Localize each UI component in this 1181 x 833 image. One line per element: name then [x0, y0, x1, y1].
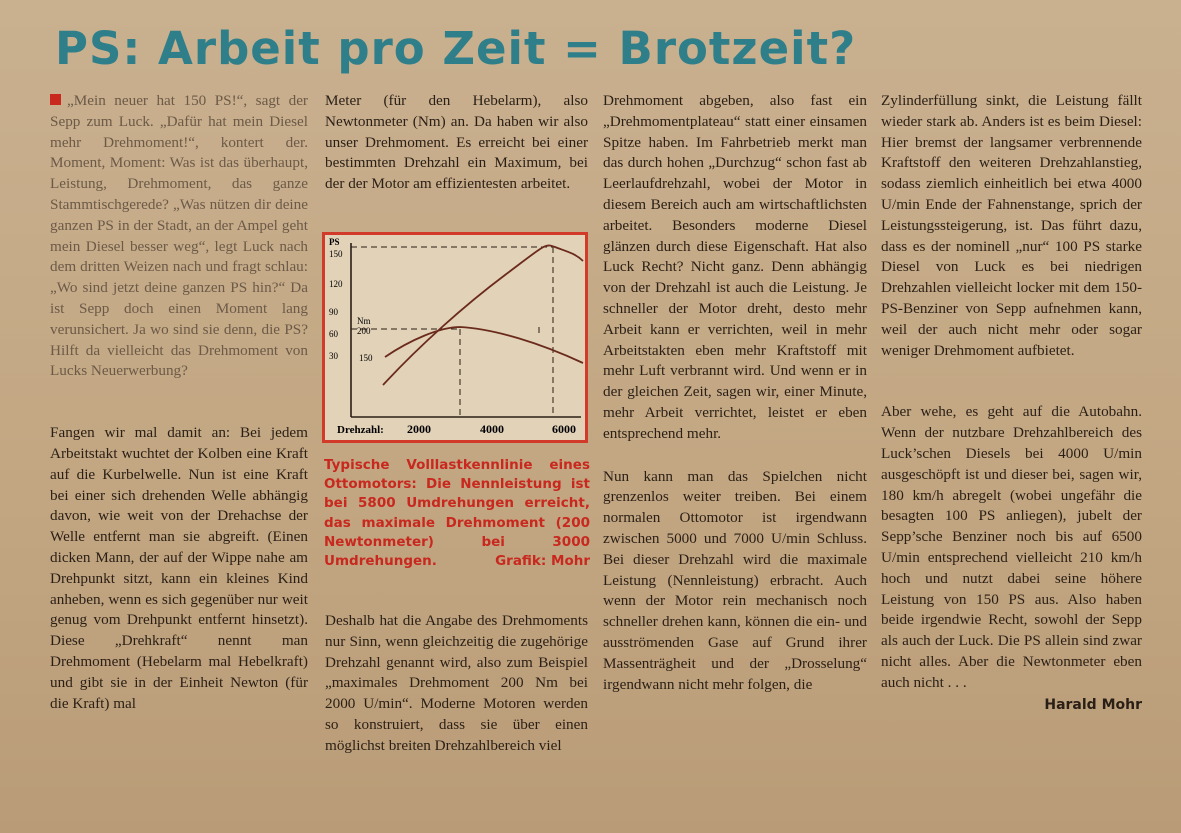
- x-tick-6000: 6000: [552, 422, 576, 436]
- nm-tick-150: 150: [359, 353, 373, 363]
- plateau-paragraph: Drehmoment abgeben, also fast ein „Drehmomentplateau“ statt einer einsamen Spitze haben. Im Fahrbetrieb merkt man das durch hohen „Durchzug“ schon fast ab Leerlaufdrehzahl, wobei der Motor in diesem Bereich auch am wirtschaftlichsten arbeitet. Besonders moderne Diesel glänzen durch diese Eigenschaft. Hat also Luck Recht? Nicht ganz. Denn abhängig von der Drehzahl ist auch die Leistung. Je schneller der Motor dreht, desto mehr Arbeit kann er verrichten, weil in mehr Arbeitstakten eben mehr Kraftstoff mit mehr Luft verbrannt wird. Und wenn er in der gleichen Zeit, sagen wir, einer Minute, mehr Arbeit verrichtet, leistet er eben entsprechend mehr.: [603, 92, 867, 442]
- red-square-bullet-icon: [50, 94, 61, 105]
- headline: PS: Arbeit pro Zeit = Brotzeit?: [55, 22, 857, 75]
- column-2-bottom: [325, 611, 588, 757]
- power-torque-chart: [322, 232, 588, 443]
- ps-tick-90: 90: [329, 307, 338, 317]
- x-tick-4000: 4000: [480, 422, 504, 436]
- power-curve: [383, 245, 583, 385]
- column-1: [50, 91, 308, 714]
- ps-tick-30: 30: [329, 351, 338, 361]
- diesel-paragraph: Zylinderfüllung sinkt, die Leistung fällt wieder stark ab. Anders ist es beim Diesel: Hier bremst der langsamer verbrennende Kraftstoff den weiteren Drehzahlanstieg, sodass ziemlich einheitlich bei etwa 4000 U/min Ende der Fahnenstange, sprich der Leistungssteigerung, ist. Das führt dazu, dass es der nominell „nur“ 100 PS starke Diesel von Luck es bei niedrigen Drehzahlen vielleicht locker mit dem 150-PS-Benziner von Sepp aufnehmen kann, weil der auch nicht mehr oder sogar weniger Drehmoment aufbietet.: [881, 92, 1142, 359]
- column-4: [881, 91, 1142, 715]
- x-axis-label: Drehzahl:: [337, 424, 384, 436]
- column-3: [603, 91, 867, 695]
- nm-tick-200: 200: [357, 326, 371, 336]
- author-name: Harald Mohr: [1044, 696, 1142, 713]
- intro-paragraph: [50, 91, 308, 382]
- caption-text: Typische Volllastkennlinie eines Ottomotors: Die Nennleistung ist bei 5800 Umdrehungen erreicht, das maximale Drehmoment (200 Newtonmeter) bei 3000 Umdrehungen.: [324, 457, 590, 570]
- rpm-paragraph: Deshalb hat die Angabe des Drehmoments nur Sinn, wenn gleichzeitig die zugehörige Drehzahl genannt wird, also zum Beispiel „maximales Drehmoment 200 Nm bei 2000 U/min“. Moderne Motoren werden so konstruiert, dass sie über einen möglichst breiten Drehzahlbereich viel: [325, 612, 588, 754]
- newtonmeter-paragraph: Meter (für den Hebelarm), also Newtonmeter (Nm) an. Da haben wir also unser Drehmoment. Es erreicht bei einer bestimmten Drehzahl ein Maximum, bei der der Motor am effizientesten arbeitet.: [325, 92, 588, 193]
- ps-tick-120: 120: [329, 279, 343, 289]
- intro-text: „Mein neuer hat 150 PS!“, sagt der Sepp zum Luck. „Dafür hat mein Diesel mehr Drehmoment!“, kontert der. Moment, Moment: Was ist das überhaupt, Leistung, Drehmoment, das ganze Stammtischgerede? „Was nützen dir deine ganzen PS in der Stadt, an der Ampel geht mein Diesel besser weg“, legt Luck nach dem dritten Weizen nach und fragt schlau: „Wo sind jetzt deine ganzen PS hin?“ Da ist Sepp doch einen Moment lang verunsichert. Ja wo sind sie denn, die PS? Hilft da vielleicht das Drehmoment von Lucks Neuerwerbung?: [50, 92, 308, 380]
- ps-unit-label: PS: [329, 237, 340, 247]
- ps-tick-60: 60: [329, 329, 338, 339]
- autobahn-paragraph: Aber wehe, es geht auf die Autobahn. Wenn der nutzbare Drehzahlbereich des Luck’schen Diesels bei 4000 U/min ausgeschöpft ist und dieser bei, sagen wir, 180 km/h abregelt (wobei ungefähr die besagten 100 PS anliegen), jubelt der Sepp’sche Benziner noch bis auf 6500 U/min entsprechend vielleicht 210 km/h hoch und nutzt dabei seine höhere Leistung von 150 PS aus. Also haben beide irgendwie Recht, sowohl der Sepp als auch der Luck. Die PS allein sind zwar nicht alles. Aber die Newtonmeter eben auch nicht . . .: [881, 403, 1142, 691]
- graphic-credit: Grafik: Mohr: [495, 553, 590, 570]
- limit-paragraph: Nun kann man das Spielchen nicht grenzenlos weiter treiben. Bei einem normalen Ottomotor ist irgendwann zwischen 5000 und 7000 U/min Schluss. Bei dieser Drehzahl wird die maximale Leistung (Nennleistung) erbracht. Auch wenn der Motor rein mechanisch noch schneller drehen kann, können die ein- und ausströmenden Gase auf Grund ihrer Massenträgheit und der „Drosselung“ irgendwann nicht mehr folgen, die: [603, 467, 867, 693]
- chart-svg: [325, 235, 585, 440]
- ps-tick-150: 150: [329, 249, 343, 259]
- chart-caption: [324, 456, 590, 571]
- column-2-top: [325, 91, 588, 195]
- nm-unit-label: Nm: [357, 316, 371, 326]
- x-tick-2000: 2000: [407, 422, 431, 436]
- torque-paragraph: Fangen wir mal damit an: Bei jedem Arbeitstakt wuchtet der Kolben eine Kraft auf die Kurbelwelle. Nun ist eine Kraft bei einer sich drehenden Welle abhängig davon, wie weit von der Drehachse der Welle entfernt man sie abgreift. (Einen dicken Mann, der auf der Wippe nahe am Drehpunkt sitzt, kann ein kleines Kind anheben, wenn es sich gegenüber nur weit genug vom Drehpunkt entfernt hinsetzt). Diese „Drehkraft“ nennt man Drehmoment (Hebelarm mal Hebelkraft) und gibt sie in der Einheit Newton (für die Kraft) mal: [50, 424, 308, 712]
